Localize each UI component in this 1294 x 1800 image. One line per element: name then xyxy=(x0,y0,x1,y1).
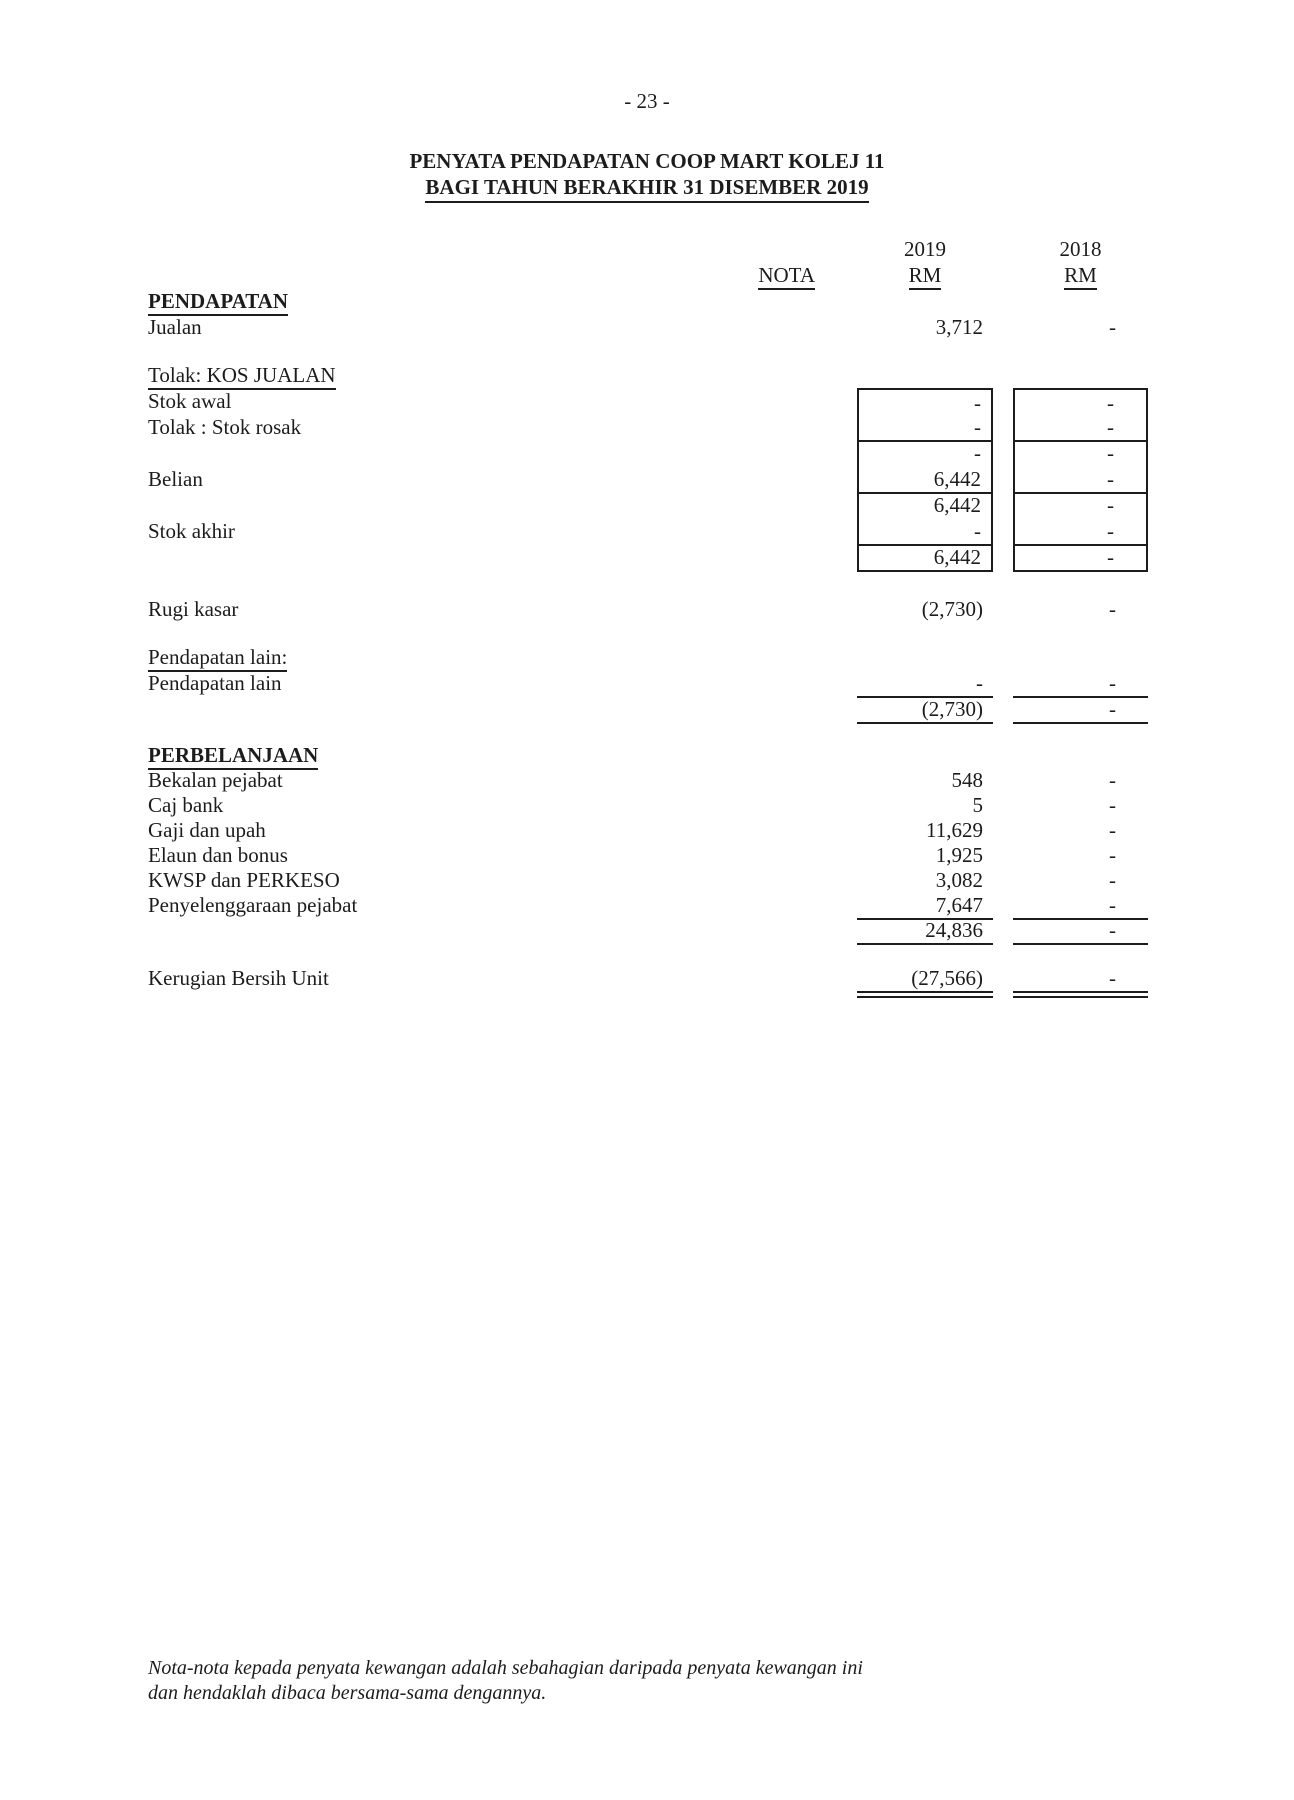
value-2019: 6,442 xyxy=(857,492,993,518)
row-elaun-dan-bonus xyxy=(148,843,1294,868)
section-label: PENDAPATAN xyxy=(148,288,288,316)
footer-note-line-1: Nota-nota kepada penyata kewangan adalah sebahagian daripada penyata kewangan ini xyxy=(148,1657,863,1679)
row-rugi-selepas-pendapatan-lain xyxy=(148,696,1294,722)
value-2018: - xyxy=(1013,492,1148,518)
table-header-units xyxy=(148,262,1294,288)
value-2018: - xyxy=(1013,965,1148,998)
section-heading-pendapatan-lain xyxy=(148,644,1294,670)
value-2018: - xyxy=(1109,843,1116,867)
value-2019: (27,566) xyxy=(857,965,993,998)
row-kwsp-perkeso xyxy=(148,868,1294,893)
column-header-2018: 2018 xyxy=(1059,237,1102,261)
value-2019: - xyxy=(857,670,993,698)
column-header-nota: NOTA xyxy=(758,262,815,290)
page-number: - 23 - xyxy=(624,89,670,113)
table-header-years xyxy=(148,236,1294,262)
row-label: KWSP dan PERKESO xyxy=(148,868,340,892)
row-label: Gaji dan upah xyxy=(148,818,266,842)
row-gaji-dan-upah xyxy=(148,818,1294,843)
column-header-rm-2019: RM xyxy=(909,262,942,290)
value-2018: - xyxy=(1109,597,1116,621)
row-label: Kerugian Bersih Unit xyxy=(148,966,329,990)
value-2019: 7,647 xyxy=(857,893,993,920)
value-2018: - xyxy=(1013,670,1148,698)
row-label: Penyelenggaraan pejabat xyxy=(148,893,358,917)
row-label: Belian xyxy=(148,467,203,491)
row-stok-awal xyxy=(148,388,1294,414)
value-2018: - xyxy=(1109,315,1116,339)
row-label xyxy=(148,544,648,572)
value-2018: - xyxy=(1013,518,1148,546)
value-2018: - xyxy=(1013,893,1148,920)
value-2019: 11,629 xyxy=(926,818,983,842)
row-label: Stok awal xyxy=(148,389,232,413)
value-2018: - xyxy=(1013,440,1148,466)
report-period: BAGI TAHUN BERAKHIR 31 DISEMBER 2019 xyxy=(425,174,868,203)
row-label: Pendapatan lain xyxy=(148,671,282,695)
row-penyelenggaraan-pejabat xyxy=(148,893,1294,918)
value-2019: 6,442 xyxy=(857,544,993,572)
value-2019: - xyxy=(857,388,993,416)
value-2019: - xyxy=(857,414,993,442)
value-2018: - xyxy=(1013,466,1148,494)
value-2019: 6,442 xyxy=(857,466,993,494)
row-perbelanjaan-total xyxy=(148,918,1294,943)
row-kos-blank-1 xyxy=(148,440,1294,466)
row-bekalan-pejabat xyxy=(148,768,1294,793)
column-header-rm-2018: RM xyxy=(1064,262,1097,290)
value-2019: 3,082 xyxy=(935,868,983,892)
row-label xyxy=(148,492,648,518)
value-2018: - xyxy=(1013,696,1148,724)
value-2018: - xyxy=(1109,768,1116,792)
value-2018: - xyxy=(1013,544,1148,572)
value-2018: - xyxy=(1109,818,1116,842)
row-kos-subtotal xyxy=(148,492,1294,518)
row-label: Caj bank xyxy=(148,793,224,817)
row-label: Bekalan pejabat xyxy=(148,768,283,792)
row-stok-rosak xyxy=(148,414,1294,440)
value-2019: (2,730) xyxy=(857,696,993,724)
section-heading-kos-jualan xyxy=(148,362,1294,388)
row-belian xyxy=(148,466,1294,492)
value-2019: 548 xyxy=(951,768,983,792)
row-label: Tolak : Stok rosak xyxy=(148,415,302,439)
value-2019: - xyxy=(857,440,993,466)
row-label: Elaun dan bonus xyxy=(148,843,288,867)
row-label: Stok akhir xyxy=(148,519,235,543)
row-stok-akhir xyxy=(148,518,1294,544)
section-label: Pendapatan lain: xyxy=(148,644,287,672)
value-2019: 3,712 xyxy=(935,315,983,339)
row-pendapatan-lain xyxy=(148,670,1294,696)
row-kos-total xyxy=(148,544,1294,570)
column-header-2019: 2019 xyxy=(904,237,946,261)
value-2018: - xyxy=(1013,388,1148,416)
section-heading-perbelanjaan xyxy=(148,742,1294,768)
value-2019: (2,730) xyxy=(921,597,983,621)
section-label: Tolak: KOS JUALAN xyxy=(148,362,336,390)
value-2019: 1,925 xyxy=(935,843,983,867)
report-title: PENYATA PENDAPATAN COOP MART KOLEJ 11 xyxy=(409,149,885,173)
row-rugi-kasar xyxy=(148,596,1294,622)
section-label: PERBELANJAAN xyxy=(148,742,318,770)
report-header xyxy=(0,148,1294,200)
row-caj-bank xyxy=(148,793,1294,818)
row-label: Rugi kasar xyxy=(148,597,239,621)
row-label xyxy=(148,918,648,945)
statement-table xyxy=(0,236,1294,991)
value-2018: - xyxy=(1109,793,1116,817)
value-2019: 5 xyxy=(972,793,983,817)
row-label xyxy=(148,696,648,724)
value-2018: - xyxy=(1013,918,1148,945)
row-label: Jualan xyxy=(148,315,202,339)
section-heading-pendapatan xyxy=(148,288,1294,314)
row-kerugian-bersih-unit xyxy=(148,965,1294,991)
row-jualan xyxy=(148,314,1294,340)
footer-note-line-2: dan hendaklah dibaca bersama-sama dengannya. xyxy=(148,1682,547,1704)
value-2018: - xyxy=(1013,414,1148,442)
footer-note xyxy=(148,1656,863,1706)
row-label xyxy=(148,440,648,466)
value-2018: - xyxy=(1109,868,1116,892)
value-2019: 24,836 xyxy=(857,918,993,945)
value-2019: - xyxy=(857,518,993,546)
